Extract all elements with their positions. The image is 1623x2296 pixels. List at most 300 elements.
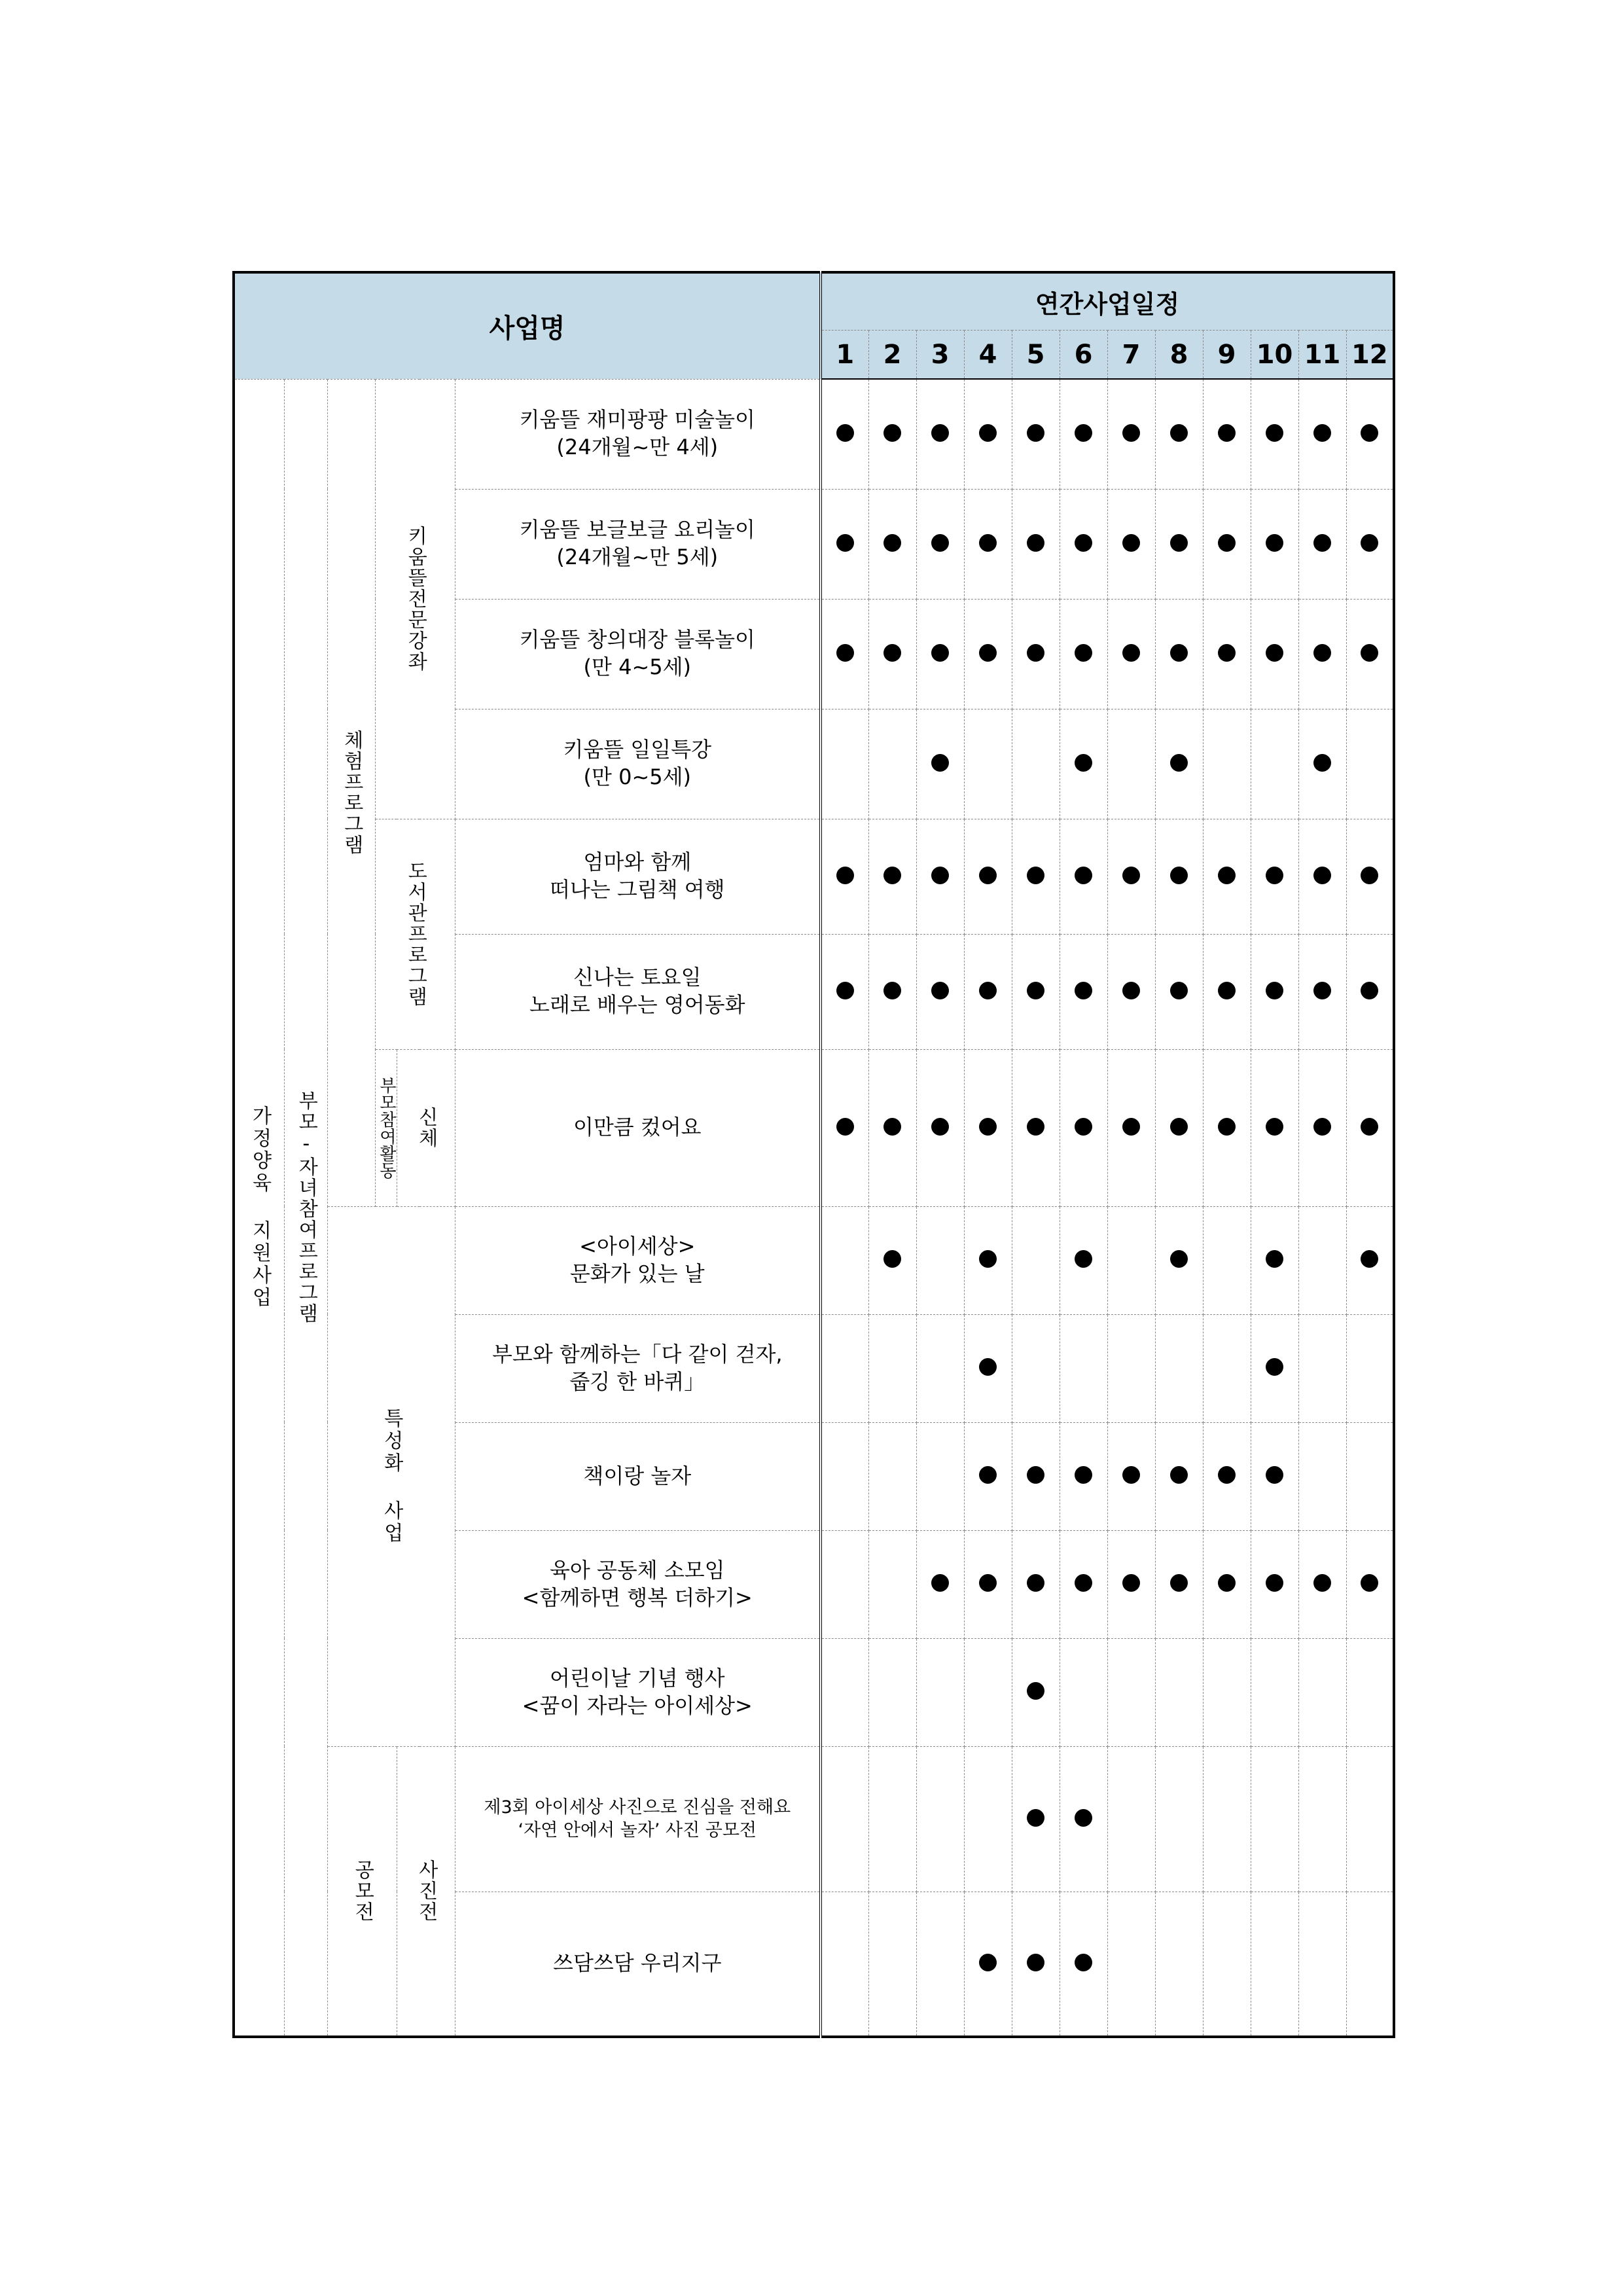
schedule-cell-month-5 [1012, 1422, 1060, 1530]
schedule-dot [1075, 1250, 1092, 1268]
schedule-dot [1170, 1574, 1188, 1592]
schedule-dot [1361, 1574, 1378, 1592]
schedule-dot [1361, 982, 1378, 999]
schedule-dot [979, 1250, 997, 1268]
schedule-cell-month-8 [1155, 1746, 1203, 1892]
schedule-cell-month-12 [1346, 1746, 1394, 1892]
schedule-dot [1313, 644, 1331, 662]
schedule-cell-month-9 [1203, 934, 1251, 1049]
schedule-cell-month-8 [1155, 1206, 1203, 1314]
schedule-cell-month-5 [1012, 379, 1060, 489]
schedule-dot [1027, 1466, 1044, 1484]
schedule-dot [1122, 534, 1140, 552]
schedule-dot [1170, 1250, 1188, 1268]
schedule-cell-month-10 [1251, 1049, 1298, 1206]
schedule-dot [1170, 867, 1188, 884]
program-name: 이만큼 컸어요 [455, 1049, 821, 1206]
schedule-dot [1361, 867, 1378, 884]
schedule-cell-month-2 [868, 379, 916, 489]
schedule-cell-month-5 [1012, 599, 1060, 709]
schedule-cell-month-1 [821, 1206, 868, 1314]
schedule-cell-month-12 [1346, 599, 1394, 709]
schedule-cell-month-7 [1107, 599, 1155, 709]
schedule-dot [1266, 1250, 1283, 1268]
schedule-cell-month-2 [868, 1746, 916, 1892]
schedule-dot [1218, 982, 1236, 999]
schedule-cell-month-5 [1012, 1530, 1060, 1638]
schedule-dot [1218, 1466, 1236, 1484]
schedule-dot [1027, 424, 1044, 442]
schedule-cell-month-10 [1251, 1746, 1298, 1892]
schedule-dot [1266, 644, 1283, 662]
schedule-cell-month-11 [1298, 819, 1346, 934]
schedule-dot [1075, 1954, 1092, 1971]
schedule-cell-month-11 [1298, 1206, 1346, 1314]
schedule-cell-month-8 [1155, 1422, 1203, 1530]
schedule-dot [1361, 1118, 1378, 1136]
schedule-cell-month-2 [868, 599, 916, 709]
schedule-cell-month-4 [964, 379, 1012, 489]
schedule-cell-month-8 [1155, 489, 1203, 599]
schedule-cell-month-12 [1346, 1892, 1394, 2037]
schedule-cell-month-7 [1107, 379, 1155, 489]
schedule-dot [883, 867, 901, 884]
schedule-dot [1313, 424, 1331, 442]
month-header-7: 7 [1107, 331, 1155, 380]
schedule-cell-month-8 [1155, 709, 1203, 819]
schedule-dot [1218, 1118, 1236, 1136]
schedule-cell-month-2 [868, 1314, 916, 1422]
program-name: 책이랑 놀자 [455, 1422, 821, 1530]
schedule-cell-month-2 [868, 934, 916, 1049]
schedule-dot [836, 867, 854, 884]
schedule-dot [1218, 424, 1236, 442]
schedule-dot [1122, 424, 1140, 442]
schedule-cell-month-5 [1012, 1206, 1060, 1314]
schedule-dot [1075, 867, 1092, 884]
schedule-dot [1027, 1118, 1044, 1136]
schedule-dot [1075, 1118, 1092, 1136]
schedule-cell-month-7 [1107, 934, 1155, 1049]
schedule-cell-month-4 [964, 1049, 1012, 1206]
category-level1: 가정양육 지원사업 [234, 379, 284, 2037]
schedule-cell-month-3 [916, 599, 964, 709]
schedule-cell-month-5 [1012, 819, 1060, 934]
schedule-dot [1361, 534, 1378, 552]
business-name-header: 사업명 [234, 272, 821, 379]
schedule-cell-month-12 [1346, 934, 1394, 1049]
schedule-dot [883, 1250, 901, 1268]
program-name: 쓰담쓰담 우리지구 [455, 1892, 821, 2037]
schedule-dot [883, 644, 901, 662]
schedule-cell-month-3 [916, 379, 964, 489]
schedule-dot [1361, 644, 1378, 662]
schedule-cell-month-5 [1012, 1746, 1060, 1892]
schedule-cell-month-12 [1346, 1314, 1394, 1422]
schedule-cell-month-10 [1251, 709, 1298, 819]
schedule-cell-month-9 [1203, 709, 1251, 819]
schedule-dot [1122, 1466, 1140, 1484]
schedule-dot [1122, 867, 1140, 884]
schedule-dot [883, 1118, 901, 1136]
schedule-dot [1313, 534, 1331, 552]
schedule-dot [1027, 982, 1044, 999]
schedule-cell-month-7 [1107, 709, 1155, 819]
category-contest: 공모전 [327, 1746, 397, 2037]
schedule-dot [1266, 534, 1283, 552]
schedule-cell-month-6 [1060, 1530, 1107, 1638]
schedule-cell-month-9 [1203, 599, 1251, 709]
schedule-cell-month-10 [1251, 819, 1298, 934]
schedule-cell-month-12 [1346, 1206, 1394, 1314]
schedule-dot [1075, 1809, 1092, 1827]
schedule-cell-month-4 [964, 934, 1012, 1049]
schedule-dot [979, 1574, 997, 1592]
schedule-cell-month-6 [1060, 1314, 1107, 1422]
schedule-dot [1122, 644, 1140, 662]
schedule-cell-month-6 [1060, 934, 1107, 1049]
program-name: 키움뜰 창의대장 블록놀이 (만 4~5세) [455, 599, 821, 709]
schedule-dot [1313, 867, 1331, 884]
schedule-cell-month-6 [1060, 1206, 1107, 1314]
schedule-dot [979, 1954, 997, 1971]
program-row [234, 1049, 1394, 1206]
category-parent-activity: 부모참여활동 [375, 1049, 397, 1206]
schedule-cell-month-6 [1060, 1638, 1107, 1746]
schedule-cell-month-11 [1298, 1314, 1346, 1422]
schedule-cell-month-4 [964, 1314, 1012, 1422]
schedule-dot [1218, 1574, 1236, 1592]
schedule-cell-month-10 [1251, 1422, 1298, 1530]
schedule-cell-month-10 [1251, 1314, 1298, 1422]
schedule-dot [1170, 1466, 1188, 1484]
category-experience: 체험프로그램 [327, 379, 375, 1206]
category-special: 특성화 사업 [327, 1206, 455, 1746]
schedule-cell-month-9 [1203, 1530, 1251, 1638]
category-library: 도서관프로그램 [375, 819, 455, 1049]
schedule-cell-month-8 [1155, 1892, 1203, 2037]
schedule-dot [1170, 982, 1188, 999]
schedule-cell-month-3 [916, 1892, 964, 2037]
schedule-cell-month-11 [1298, 1530, 1346, 1638]
schedule-cell-month-3 [916, 489, 964, 599]
schedule-cell-month-12 [1346, 819, 1394, 934]
schedule-cell-month-2 [868, 709, 916, 819]
schedule-dot [979, 424, 997, 442]
schedule-cell-month-10 [1251, 1892, 1298, 2037]
schedule-cell-month-3 [916, 1314, 964, 1422]
schedule-dot [1027, 1682, 1044, 1700]
program-name: 육아 공동체 소모임 <함께하면 행복 더하기> [455, 1530, 821, 1638]
category-level2: 부모-자녀참여프로그램 [284, 379, 327, 2037]
schedule-dot [1266, 1574, 1283, 1592]
schedule-dot [1361, 424, 1378, 442]
schedule-cell-month-5 [1012, 1638, 1060, 1746]
program-row [234, 819, 1394, 934]
schedule-cell-month-11 [1298, 1892, 1346, 2037]
schedule-cell-month-1 [821, 379, 868, 489]
program-name: 제3회 아이세상 사진으로 진심을 전해요 ‘자연 안에서 놀자’ 사진 공모전 [455, 1746, 821, 1892]
schedule-dot [1218, 644, 1236, 662]
schedule-cell-month-3 [916, 819, 964, 934]
schedule-cell-month-8 [1155, 819, 1203, 934]
schedule-dot [1218, 534, 1236, 552]
schedule-cell-month-2 [868, 1638, 916, 1746]
schedule-cell-month-7 [1107, 1746, 1155, 1892]
program-name: 부모와 함께하는「다 같이 걷자, 줍깅 한 바퀴」 [455, 1314, 821, 1422]
schedule-cell-month-9 [1203, 819, 1251, 934]
category-photo: 사진전 [397, 1746, 455, 2037]
schedule-cell-month-4 [964, 1530, 1012, 1638]
schedule-cell-month-2 [868, 489, 916, 599]
schedule-dot [1266, 1466, 1283, 1484]
schedule-cell-month-6 [1060, 1746, 1107, 1892]
schedule-cell-month-10 [1251, 599, 1298, 709]
schedule-dot [931, 1574, 949, 1592]
schedule-cell-month-7 [1107, 1206, 1155, 1314]
schedule-cell-month-2 [868, 1422, 916, 1530]
schedule-dot [836, 424, 854, 442]
schedule-dot [1027, 644, 1044, 662]
schedule-cell-month-2 [868, 819, 916, 934]
schedule-dot [979, 644, 997, 662]
schedule-dot [883, 534, 901, 552]
schedule-dot [1075, 644, 1092, 662]
program-name: 키움뜰 일일특강 (만 0~5세) [455, 709, 821, 819]
schedule-dot [836, 534, 854, 552]
schedule-dot [1170, 424, 1188, 442]
schedule-cell-month-7 [1107, 1314, 1155, 1422]
schedule-dot [883, 424, 901, 442]
schedule-dot [1218, 867, 1236, 884]
schedule-cell-month-4 [964, 1892, 1012, 2037]
schedule-cell-month-9 [1203, 1746, 1251, 1892]
schedule-cell-month-9 [1203, 1892, 1251, 2037]
schedule-cell-month-4 [964, 1206, 1012, 1314]
schedule-dot [931, 534, 949, 552]
schedule-cell-month-3 [916, 1530, 964, 1638]
category-kiumtteul-course: 키움뜰전문강좌 [375, 379, 455, 819]
schedule-dot [979, 1466, 997, 1484]
schedule-cell-month-6 [1060, 599, 1107, 709]
schedule-dot [1313, 754, 1331, 772]
schedule-dot [836, 1118, 854, 1136]
schedule-cell-month-1 [821, 1746, 868, 1892]
schedule-cell-month-2 [868, 1206, 916, 1314]
schedule-dot [836, 644, 854, 662]
schedule-cell-month-5 [1012, 489, 1060, 599]
schedule-cell-month-7 [1107, 1049, 1155, 1206]
schedule-cell-month-1 [821, 709, 868, 819]
schedule-cell-month-1 [821, 1314, 868, 1422]
month-header-12: 12 [1346, 331, 1394, 380]
schedule-cell-month-7 [1107, 819, 1155, 934]
month-header-8: 8 [1155, 331, 1203, 380]
schedule-cell-month-11 [1298, 599, 1346, 709]
schedule-cell-month-10 [1251, 1530, 1298, 1638]
schedule-cell-month-2 [868, 1892, 916, 2037]
month-header-2: 2 [868, 331, 916, 380]
schedule-dot [979, 534, 997, 552]
schedule-cell-month-6 [1060, 819, 1107, 934]
schedule-cell-month-2 [868, 1049, 916, 1206]
schedule-cell-month-8 [1155, 1049, 1203, 1206]
schedule-cell-month-2 [868, 1530, 916, 1638]
schedule-cell-month-9 [1203, 1314, 1251, 1422]
month-header-5: 5 [1012, 331, 1060, 380]
schedule-cell-month-1 [821, 1638, 868, 1746]
schedule-cell-month-11 [1298, 709, 1346, 819]
program-name: 키움뜰 보글보글 요리놀이 (24개월~만 5세) [455, 489, 821, 599]
schedule-dot [931, 754, 949, 772]
schedule-dot [931, 867, 949, 884]
schedule-dot [1027, 1809, 1044, 1827]
schedule-cell-month-8 [1155, 1530, 1203, 1638]
category-body: 신체 [397, 1049, 455, 1206]
schedule-dot [1170, 644, 1188, 662]
schedule-cell-month-4 [964, 1746, 1012, 1892]
schedule-cell-month-3 [916, 1746, 964, 1892]
schedule-cell-month-6 [1060, 1049, 1107, 1206]
month-header-4: 4 [964, 331, 1012, 380]
schedule-dot [1266, 982, 1283, 999]
schedule-cell-month-3 [916, 934, 964, 1049]
schedule-dot [1266, 1358, 1283, 1376]
schedule-dot [1313, 1118, 1331, 1136]
annual-schedule-header: 연간사업일정 [821, 272, 1394, 331]
schedule-cell-month-7 [1107, 1892, 1155, 2037]
program-row [234, 1746, 1394, 1892]
schedule-cell-month-7 [1107, 1638, 1155, 1746]
schedule-cell-month-1 [821, 1530, 868, 1638]
month-header-1: 1 [821, 331, 868, 380]
program-name: 엄마와 함께 떠나는 그림책 여행 [455, 819, 821, 934]
schedule-cell-month-10 [1251, 934, 1298, 1049]
schedule-dot [836, 982, 854, 999]
schedule-cell-month-9 [1203, 489, 1251, 599]
month-header-10: 10 [1251, 331, 1298, 380]
schedule-dot [931, 644, 949, 662]
schedule-cell-month-12 [1346, 489, 1394, 599]
schedule-cell-month-11 [1298, 1746, 1346, 1892]
schedule-cell-month-1 [821, 819, 868, 934]
month-header-6: 6 [1060, 331, 1107, 380]
schedule-cell-month-3 [916, 1638, 964, 1746]
schedule-dot [1027, 867, 1044, 884]
schedule-cell-month-9 [1203, 1049, 1251, 1206]
schedule-cell-month-5 [1012, 1892, 1060, 2037]
schedule-cell-month-9 [1203, 379, 1251, 489]
month-header-3: 3 [916, 331, 964, 380]
schedule-cell-month-8 [1155, 1314, 1203, 1422]
schedule-cell-month-1 [821, 599, 868, 709]
schedule-cell-month-3 [916, 709, 964, 819]
schedule-dot [979, 1358, 997, 1376]
schedule-dot [1122, 982, 1140, 999]
schedule-cell-month-11 [1298, 1049, 1346, 1206]
schedule-cell-month-7 [1107, 1422, 1155, 1530]
schedule-cell-month-8 [1155, 1638, 1203, 1746]
schedule-dot [1170, 534, 1188, 552]
schedule-cell-month-9 [1203, 1638, 1251, 1746]
schedule-cell-month-11 [1298, 1638, 1346, 1746]
program-name: 신나는 토요일 노래로 배우는 영어동화 [455, 934, 821, 1049]
schedule-dot [979, 1118, 997, 1136]
schedule-cell-month-3 [916, 1206, 964, 1314]
schedule-cell-month-1 [821, 934, 868, 1049]
schedule-cell-month-4 [964, 709, 1012, 819]
schedule-dot [1122, 1574, 1140, 1592]
schedule-cell-month-11 [1298, 489, 1346, 599]
program-row [234, 379, 1394, 489]
schedule-cell-month-10 [1251, 379, 1298, 489]
schedule-cell-month-11 [1298, 934, 1346, 1049]
schedule-dot [1266, 1118, 1283, 1136]
schedule-table [232, 271, 1395, 2038]
schedule-cell-month-12 [1346, 1638, 1394, 1746]
schedule-cell-month-10 [1251, 489, 1298, 599]
schedule-cell-month-6 [1060, 1892, 1107, 2037]
schedule-dot [1027, 534, 1044, 552]
schedule-cell-month-7 [1107, 1530, 1155, 1638]
schedule-dot [1075, 1466, 1092, 1484]
schedule-cell-month-4 [964, 819, 1012, 934]
schedule-dot [1075, 754, 1092, 772]
month-header-9: 9 [1203, 331, 1251, 380]
program-name: 어린이날 기념 행사 <꿈이 자라는 아이세상> [455, 1638, 821, 1746]
schedule-cell-month-1 [821, 489, 868, 599]
schedule-cell-month-11 [1298, 1422, 1346, 1530]
schedule-dot [1313, 982, 1331, 999]
schedule-dot [931, 424, 949, 442]
schedule-cell-month-12 [1346, 1530, 1394, 1638]
schedule-cell-month-5 [1012, 1049, 1060, 1206]
schedule-cell-month-12 [1346, 709, 1394, 819]
schedule-cell-month-4 [964, 599, 1012, 709]
schedule-dot [1266, 867, 1283, 884]
schedule-dot [1122, 1118, 1140, 1136]
schedule-cell-month-1 [821, 1892, 868, 2037]
schedule-cell-month-4 [964, 1422, 1012, 1530]
schedule-dot [1075, 534, 1092, 552]
schedule-dot [1170, 754, 1188, 772]
schedule-dot [1313, 1574, 1331, 1592]
schedule-cell-month-4 [964, 489, 1012, 599]
schedule-dot [1361, 1250, 1378, 1268]
schedule-cell-month-6 [1060, 1422, 1107, 1530]
program-name: 키움뜰 재미팡팡 미술놀이 (24개월~만 4세) [455, 379, 821, 489]
schedule-dot [1027, 1954, 1044, 1971]
schedule-dot [1075, 982, 1092, 999]
schedule-cell-month-3 [916, 1049, 964, 1206]
schedule-cell-month-4 [964, 1638, 1012, 1746]
schedule-dot [931, 1118, 949, 1136]
schedule-dot [1266, 424, 1283, 442]
schedule-dot [1170, 1118, 1188, 1136]
schedule-dot [931, 982, 949, 999]
schedule-cell-month-5 [1012, 1314, 1060, 1422]
schedule-dot [883, 982, 901, 999]
schedule-cell-month-12 [1346, 1049, 1394, 1206]
schedule-cell-month-6 [1060, 709, 1107, 819]
program-name: <아이세상> 문화가 있는 날 [455, 1206, 821, 1314]
schedule-cell-month-6 [1060, 379, 1107, 489]
schedule-cell-month-8 [1155, 599, 1203, 709]
schedule-cell-month-11 [1298, 379, 1346, 489]
schedule-cell-month-9 [1203, 1206, 1251, 1314]
schedule-cell-month-1 [821, 1422, 868, 1530]
schedule-cell-month-8 [1155, 934, 1203, 1049]
